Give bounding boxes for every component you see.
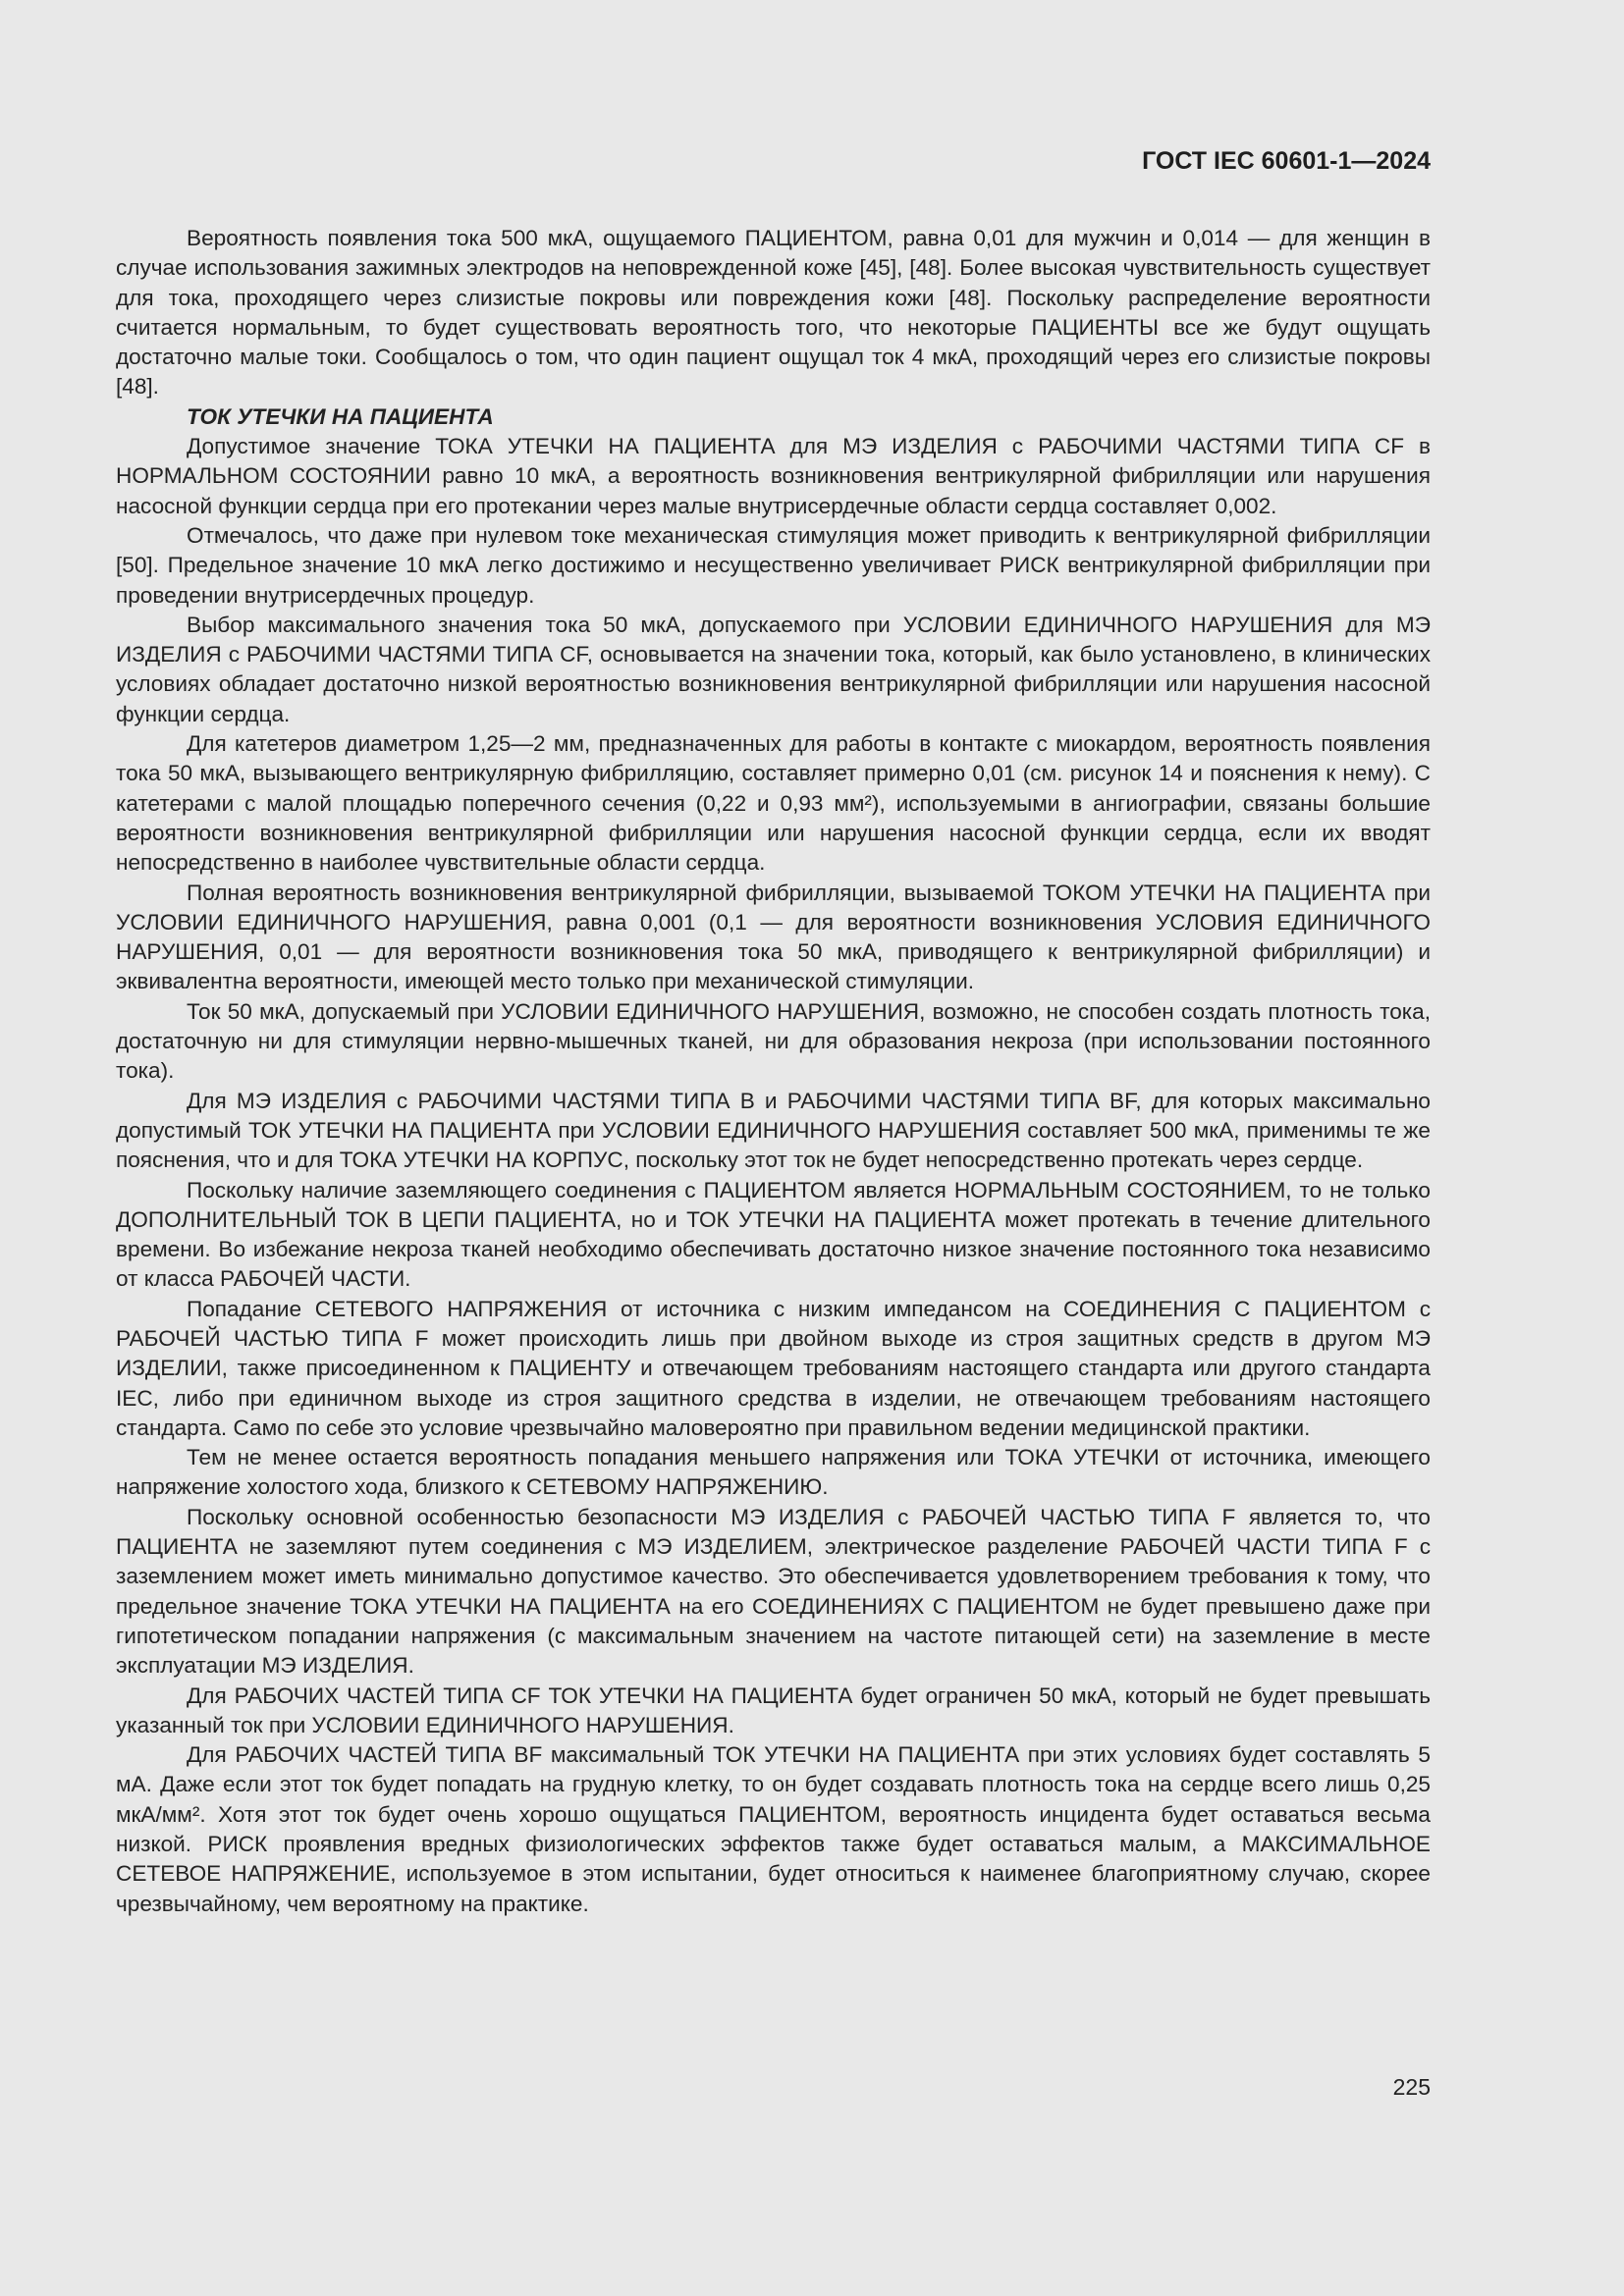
paragraph: Тем не менее остается вероятность попадания меньшего напряжения или ТОКА УТЕЧКИ от источника, имеющего напряжение холостого хода, близкого к СЕТЕВОМУ НАПРЯЖЕНИЮ. <box>116 1445 1431 1500</box>
paragraph: Вероятность появления тока 500 мкА, ощущаемого ПАЦИЕНТОМ, равна 0,01 для мужчин и 0,014 — для женщин в случае использования зажимных электродов на неповрежденной коже [45], [48]. Более высокая чувствительность существует для тока, проходящего через слизистые покровы или повреждения кожи [48]. Поскольку распределение вероятности считается нормальным, то будет существовать вероятность того, что некоторые ПАЦИЕНТЫ все же будут ощущать достаточно малые токи. Сообщалось о том, что один пациент ощущал ток 4 мкА, проходящий через его слизистые покровы [48]. <box>116 226 1431 400</box>
paragraph: Допустимое значение ТОКА УТЕЧКИ НА ПАЦИЕНТА для МЭ ИЗДЕЛИЯ с РАБОЧИМИ ЧАСТЯМИ ТИПА CF в НОРМАЛЬНОМ СОСТОЯНИИ равно 10 мкА, а вероятность возникновения вентрикулярной фибрилляции или нарушения насосной функции сердца при его протекании через малые внутрисердечные области сердца составляет 0,002. <box>116 434 1431 518</box>
document-header: ГОСТ IEC 60601-1—2024 <box>1142 147 1431 175</box>
paragraph: Выбор максимального значения тока 50 мкА, допускаемого при УСЛОВИИ ЕДИНИЧНОГО НАРУШЕНИЯ для МЭ ИЗДЕЛИЯ с РАБОЧИМИ ЧАСТЯМИ ТИПА CF, основывается на значении тока, который, как было установлено, в клинических условиях обладает достаточно низкой вероятностью возникновения вентрикулярной фибрилляции или нарушения насосной функции сердца. <box>116 612 1431 726</box>
paragraph: Для РАБОЧИХ ЧАСТЕЙ ТИПА CF ТОК УТЕЧКИ НА ПАЦИЕНТА будет ограничен 50 мкА, который не будет превышать указанный ток при УСЛОВИИ ЕДИНИЧНОГО НАРУШЕНИЯ. <box>116 1682 1431 1737</box>
paragraph: Полная вероятность возникновения вентрикулярной фибрилляции, вызываемой ТОКОМ УТЕЧКИ НА ПАЦИЕНТА при УСЛОВИИ ЕДИНИЧНОГО НАРУШЕНИЯ, равна 0,001 (0,1 — для вероятности возникновения УСЛОВИЯ ЕДИНИЧНОГО НАРУШЕНИЯ, 0,01 — для вероятности возникновения тока 50 мкА, приводящего к вентрикулярной фибрилляции) и эквивалентна вероятности, имеющей место только при механической стимуляции. <box>116 880 1431 994</box>
paragraph: Для МЭ ИЗДЕЛИЯ с РАБОЧИМИ ЧАСТЯМИ ТИПА В и РАБОЧИМИ ЧАСТЯМИ ТИПА BF, для которых максимально допустимый ТОК УТЕЧКИ НА ПАЦИЕНТА при УСЛОВИИ ЕДИНИЧНОГО НАРУШЕНИЯ составляет 500 мкА, применимы те же пояснения, что и для ТОКА УТЕЧКИ НА КОРПУС, поскольку этот ток не будет непосредственно протекать через сердце. <box>116 1088 1431 1173</box>
paragraph: Поскольку основной особенностью безопасности МЭ ИЗДЕЛИЯ с РАБОЧЕЙ ЧАСТЬЮ ТИПА F является то, что ПАЦИЕНТА не заземляют путем соединения с МЭ ИЗДЕЛИЕМ, электрическое разделение РАБОЧЕЙ ЧАСТИ ТИПА F с заземлением может иметь минимально допустимое качество. Это обеспечивается удовлетворением требования к тому, что предельное значение ТОКА УТЕЧКИ НА ПАЦИЕНТА на его СОЕДИНЕНИЯХ С ПАЦИЕНТОМ не будет превышено даже при гипотетическом попадании напряжения (с максимальным значением на частоте питающей сети) на заземление в месте эксплуатации МЭ ИЗДЕЛИЯ. <box>116 1504 1432 1679</box>
paragraph: Для катетеров диаметром 1,25—2 мм, предназначенных для работы в контакте с миокардом, вероятность появления тока 50 мкА, вызывающего вентрикулярную фибрилляцию, составляет примерно 0,01 (см. рисунок 14 и пояснения к нему). С катетерами с малой площадью поперечного сечения (0,22 и 0,93 мм²), используемыми в ангиографии, связаны большие вероятности возникновения вентрикулярной фибрилляции или нарушения насосной функции сердца, если их вводят непосредственно в наиболее чувствительные области сердца. <box>116 731 1431 876</box>
paragraph: Отмечалось, что даже при нулевом токе механическая стимуляция может приводить к вентрикулярной фибрилляции [50]. Предельное значение 10 мкА легко достижимо и несущественно увеличивает РИСК вентрикулярной фибрилляции при проведении внутрисердечных процедур. <box>116 522 1431 608</box>
paragraph: Ток 50 мкА, допускаемый при УСЛОВИИ ЕДИНИЧНОГО НАРУШЕНИЯ, возможно, не способен создать плотность тока, достаточную ни для стимуляции нервно-мышечных тканей, ни для образования некроза (при использовании постоянного тока). <box>116 998 1431 1084</box>
paragraph: Для РАБОЧИХ ЧАСТЕЙ ТИПА BF максимальный ТОК УТЕЧКИ НА ПАЦИЕНТА при этих условиях будет составлять 5 мА. Даже если этот ток будет попадать на грудную клетку, то он будет создавать плотность тока на сердце всего лишь 0,25 мкА/мм². Хотя этот ток будет очень хорошо ощущаться ПАЦИЕНТОМ, вероятность инцидента будет оставаться весьма низкой. РИСК проявления вредных физиологических эффектов также будет оставаться малым, а МАКСИМАЛЬНОЕ СЕТЕВОЕ НАПРЯЖЕНИЕ, используемое в этом испытании, будет относиться к наименее благоприятному случаю, скорее чрезвычайному, чем вероятному на практике. <box>116 1742 1431 1916</box>
paragraph: Попадание СЕТЕВОГО НАПРЯЖЕНИЯ от источника с низким импедансом на СОЕДИНЕНИЯ С ПАЦИЕНТОМ с РАБОЧЕЙ ЧАСТЬЮ ТИПА F может происходить лишь при двойном выходе из строя защитных средств в другом МЭ ИЗДЕЛИИ, также присоединенном к ПАЦИЕНТУ и отвечающем требованиям настоящего стандарта или другого стандарта IEC, либо при единичном выходе из строя защитного средства в изделии, не отвечающем требованиям настоящего стандарта. Само по себе это условие чрезвычайно маловероятно при правильном ведении медицинской практики. <box>116 1296 1431 1440</box>
page-number: 225 <box>1392 2074 1431 2100</box>
document-body <box>116 224 1431 1919</box>
section-subheading: ТОК УТЕЧКИ НА ПАЦИЕНТА <box>187 403 494 429</box>
paragraph: Поскольку наличие заземляющего соединения с ПАЦИЕНТОМ является НОРМАЛЬНЫМ СОСТОЯНИЕМ, то не только ДОПОЛНИТЕЛЬНЫЙ ТОК В ЦЕПИ ПАЦИЕНТА, но и ТОК УТЕЧКИ НА ПАЦИЕНТА может протекать в течение длительного времени. Во избежание некроза тканей необходимо обеспечивать достаточно низкое значение постоянного тока независимо от класса РАБОЧЕЙ ЧАСТИ. <box>116 1177 1431 1292</box>
